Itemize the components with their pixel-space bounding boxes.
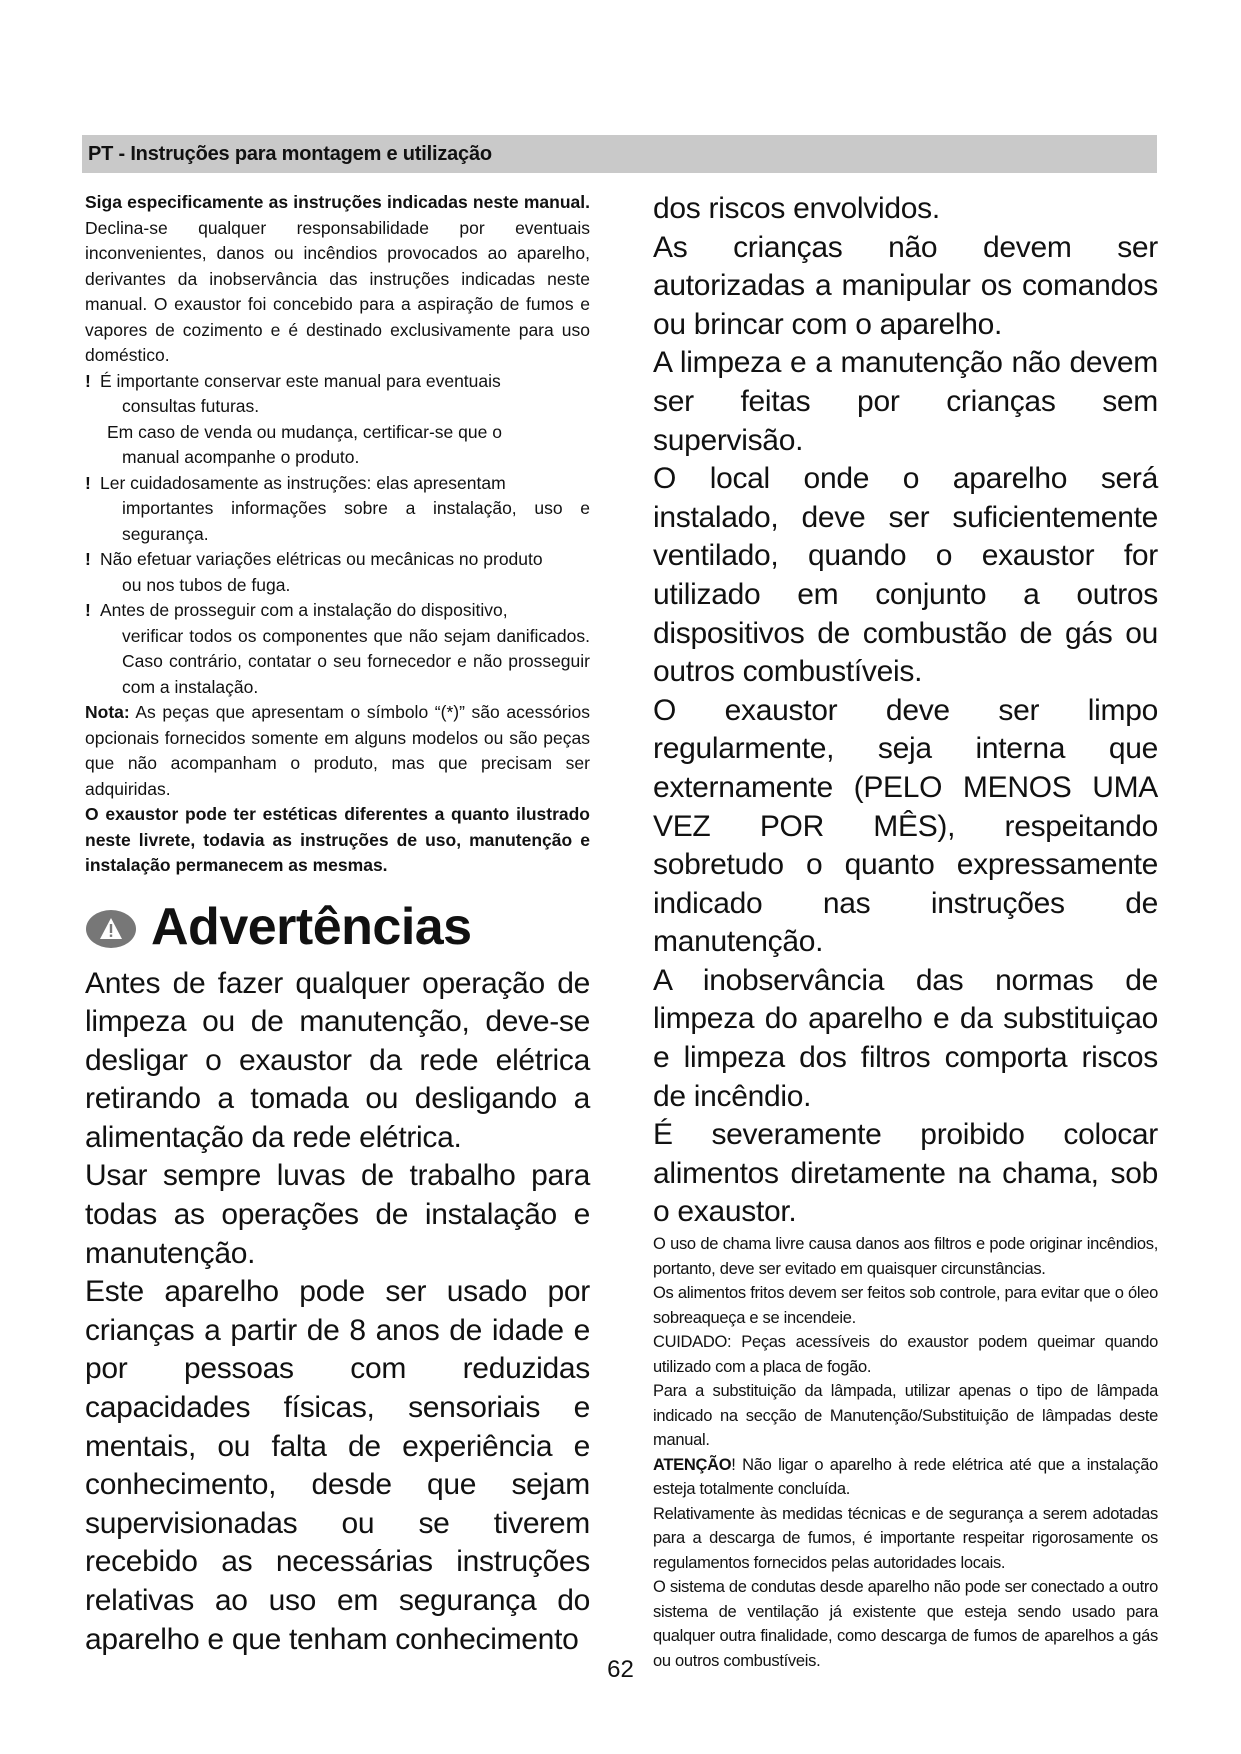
warning-paragraph: A limpeza e a manutenção não devem ser feitas por crianças sem supervisão. [653,346,1158,457]
warning-paragraph: dos riscos envolvidos. [653,192,940,225]
aesthetic-notice-text: O exaustor pode ter estéticas diferentes a quanto ilustrado neste livrete, todavia as instruções de uso, manutenção e instalação permanecem as mesmas. [85,804,590,875]
bullet-item [85,471,590,548]
safety-paragraph: Para a substituição da lâmpada, utilizar apenas o tipo de lâmpada indicado na secção de Manutenção/Substituição de lâmpadas deste manual. [653,1382,1158,1450]
intro-bold-text: Siga especificamente as instruções indicadas neste manual. [85,192,590,212]
bullet-text: consultas futuras. [122,396,260,416]
safety-paragraph: O sistema de condutas desde aparelho não pode ser conectado a outro sistema de ventilação já existente que esteja sendo usado para qualquer outra finalidade, como descarga de fumos de aparelhos a gás ou outros combustíveis. [653,1578,1158,1670]
attention-text: ! Não ligar o aparelho à rede elétrica até que a instalação esteja totalmente concluída. [653,1455,1158,1499]
note-text: As peças que apresentam o símbolo “(*)” são acessórios opcionais fornecidos somente em alguns modelos ou são peças que não acompanham o produto, mas que precisam ser adquiridas. [85,702,590,799]
page-number: 62 [607,1656,634,1683]
intro-text: Declina-se qualquer responsabilidade por eventuais inconvenientes, danos ou incêndios provocados ao aparelho, derivantes da inobservância das instruções indicadas neste manual. O exaustor foi concebido para a aspiração de fumos e vapores de cozimento e é destinado exclusivamente para uso doméstico. [85,217,590,365]
attention-label: ATENÇÃO [653,1455,732,1474]
intro-paragraph [85,190,590,369]
warning-paragraph: A inobservância das normas de limpeza do aparelho e da substituiçao e limpeza dos filtros comporta riscos de incêndio. [653,963,1158,1113]
aesthetic-notice [85,802,590,879]
bullet-text: Ler cuidadosamente as instruções: elas apresentam [100,472,506,493]
warning-paragraph: O local onde o aparelho será instalado, deve ser suficientemente ventilado, quando o exaustor for utilizado em conjunto a outros dispositivos de combustão de gás ou outros combustíveis. [653,462,1158,689]
safety-paragraph [653,1453,1158,1502]
bullet-text: É importante conservar este manual para eventuais [100,370,501,391]
safety-paragraph: CUIDADO: Peças acessíveis do exaustor podem queimar quando utilizado com a placa de fogão. [653,1333,1158,1376]
right-column [653,190,1158,1673]
bullet-item [85,369,590,420]
warning-paragraph: As crianças não devem ser autorizadas a manipular os comandos ou brincar com o aparelho. [653,230,1158,341]
safety-paragraph: Relativamente às medidas técnicas e de segurança a serem adotadas para a descarga de fumos, é importante respeitar rigorosamente os regulamentos fornecidos pelas autoridades locais. [653,1504,1158,1572]
warning-paragraph: O exaustor deve ser limpo regularmente, seja interna que externamente (PELO MENOS UMA VEZ POR MÊS), respeitando sobretudo o quanto expressamente indicado nas instruções de manutenção. [653,693,1158,959]
warning-paragraph: Antes de fazer qualquer operação de limpeza ou de manutenção, deve-se desligar o exaustor da rede elétrica retirando a tomada ou desligando a alimentação da rede elétrica. [85,966,590,1154]
exclamation-mark: ! [85,370,91,391]
bullet-text: manual acompanhe o produto. [122,447,360,467]
exclamation-mark: ! [85,472,91,493]
bullet-item [107,420,590,471]
bullet-text: Não efetuar variações elétricas ou mecânicas no produto [100,549,543,569]
left-column [85,190,590,1659]
note-paragraph [85,700,590,802]
warning-paragraph: É severamente proibido colocar alimentos diretamente na chama, sob o exaustor. [653,1118,1158,1229]
bullet-item [85,598,590,700]
section-header-bar [82,135,1157,173]
bullet-text: Em caso de venda ou mudança, certificar-se que o [107,421,502,442]
safety-paragraph: O uso de chama livre causa danos aos filtros e pode originar incêndios, portanto, deve ser evitado em quaisquer circunstâncias. [653,1235,1158,1278]
note-label: Nota: [85,702,130,722]
safety-paragraph: Os alimentos fritos devem ser feitos sob controle, para evitar que o óleo sobreaqueça e se incendeie. [653,1284,1158,1327]
bullet-text: ou nos tubos de fuga. [122,574,291,595]
bullet-text: Antes de prosseguir com a instalação do dispositivo, [100,600,508,620]
warnings-heading [85,897,590,959]
exclamation-mark: ! [85,600,91,620]
warnings-title: Advertências [151,897,472,956]
warning-paragraph: Este aparelho pode ser usado por crianças a partir de 8 anos de idade e por pessoas com reduzidas capacidades físicas, sensoriais e mentais, ou falta de experiência e conhecimento, desde que sejam supervisionadas ou se tiverem recebido as necessárias instruções relativas ao uso em segurança do aparelho e que tenham conhecimento [85,1275,590,1656]
warning-triangle-icon [85,909,137,949]
bullet-text: importantes informações sobre a instalação, uso e segurança. [122,498,590,544]
bullet-item [85,547,590,598]
warning-paragraph: Usar sempre luvas de trabalho para todas as operações de instalação e manutenção. [85,1159,590,1270]
exclamation-mark: ! [85,549,91,569]
bullet-text: verificar todos os componentes que não sejam danificados. Caso contrário, contatar o seu fornecedor e não prosseguir com a instalação. [122,625,590,697]
section-title: PT - Instruções para montagem e utilização [88,143,492,165]
